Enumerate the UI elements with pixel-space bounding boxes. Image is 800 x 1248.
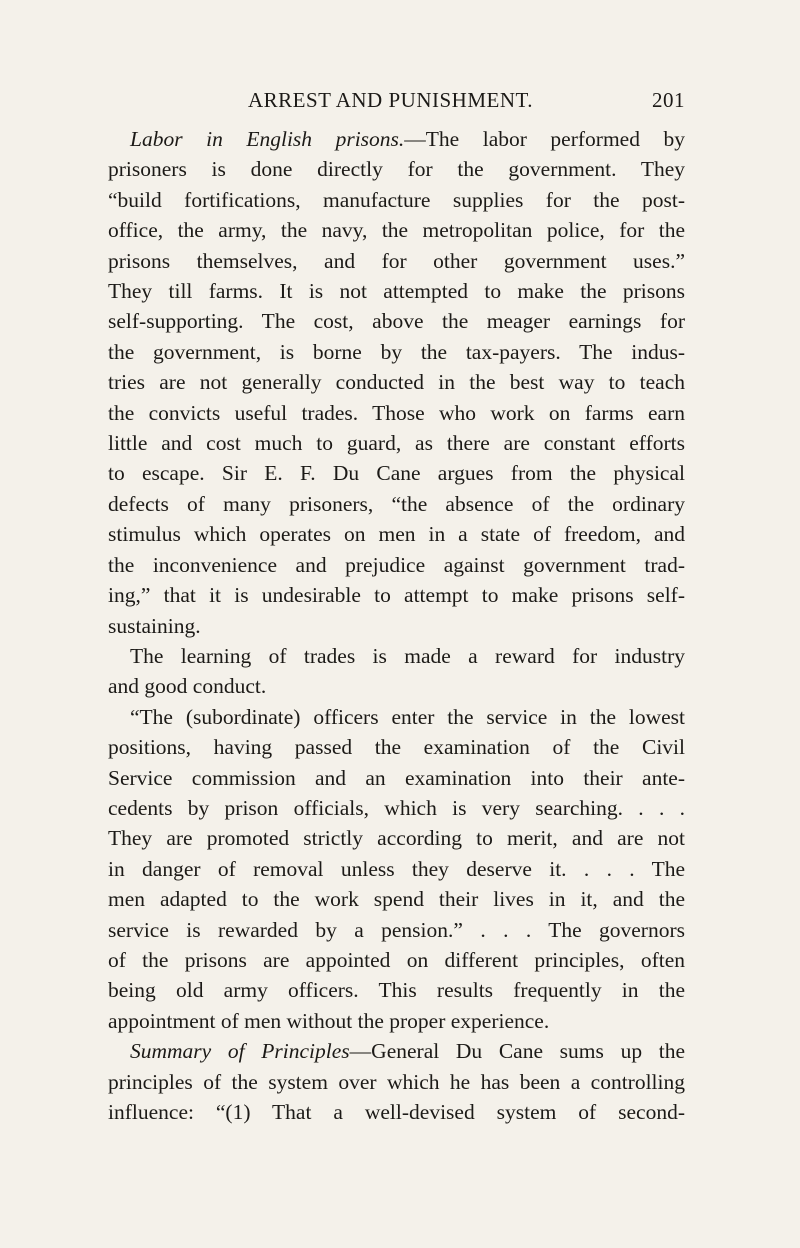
- text-line: Summary of Principles—General Du Cane sums up the: [130, 1039, 686, 1064]
- body-text: [108, 124, 685, 1127]
- text-line: men adapted to the work spend their lives in it, and the: [108, 887, 685, 912]
- text-line: positions, having passed the examination of the Civil: [108, 735, 685, 760]
- text-line: The learning of trades is made a reward for industry: [130, 643, 685, 668]
- running-head-title: ARREST AND PUNISHMENT.: [248, 88, 534, 112]
- text-line: the convicts useful trades. Those who work on farms earn: [108, 400, 685, 425]
- text-line: “build fortifications, manufacture supplies for the post-: [108, 187, 685, 212]
- running-header: [108, 88, 685, 118]
- text-line: being old army officers. This results frequently in the: [108, 978, 685, 1003]
- text-line: tries are not generally conducted in the best way to teach: [108, 370, 685, 395]
- paragraph-summary-of-principles: [108, 1036, 685, 1127]
- text-line: to escape. Sir E. F. Du Cane argues from the physical: [108, 461, 685, 486]
- text-line: stimulus which operates on men in a state of freedom, and: [108, 522, 685, 547]
- paragraph-lead: Labor in English prisons.: [130, 127, 405, 151]
- text-line: cedents by prison officials, which is very searching. . . .: [108, 795, 685, 820]
- text-line: defects of many prisoners, “the absence of the ordinary: [108, 491, 685, 516]
- text-line: prisons themselves, and for other government uses.”: [108, 248, 685, 273]
- text-line: appointment of men without the proper experience.: [108, 1008, 550, 1033]
- text-line: influence: “(1) That a well-devised system of second-: [108, 1100, 685, 1124]
- text-line: office, the army, the navy, the metropolitan police, for the: [108, 218, 685, 243]
- paragraph-subordinate-officers: [108, 702, 685, 1036]
- text-line: service is rewarded by a pension.” . . . The governors: [108, 917, 685, 942]
- paragraph-learning-of-trades: [108, 641, 685, 702]
- text-line: and good conduct.: [108, 674, 267, 699]
- text-line: in danger of removal unless they deserve it. . . . The: [108, 856, 685, 881]
- text-line: Labor in English prisons.—The labor performed by: [130, 127, 685, 151]
- text-line: the inconvenience and prejudice against government trad-: [108, 552, 685, 577]
- paragraph-lead: Summary of Principles: [130, 1039, 350, 1064]
- text-line: the government, is borne by the tax-payers. The indus-: [108, 339, 685, 364]
- text-line: They till farms. It is not attempted to make the prisons: [108, 279, 685, 304]
- text-line: They are promoted strictly according to merit, and are not: [108, 826, 685, 851]
- book-page: [108, 88, 685, 1127]
- text-line: Service commission and an examination into their ante-: [108, 765, 685, 790]
- text-line: “The (subordinate) officers enter the service in the lowest: [130, 704, 685, 729]
- text-line: principles of the system over which he has been a controlling: [108, 1069, 685, 1094]
- paragraph-labor-in-english-prisons: [108, 124, 685, 641]
- text-line: prisoners is done directly for the government. They: [108, 157, 685, 182]
- text-line: little and cost much to guard, as there are constant efforts: [108, 431, 685, 456]
- text-line: ing,” that it is undesirable to attempt to make prisons self-: [108, 583, 685, 608]
- text-line: of the prisons are appointed on different principles, often: [108, 947, 685, 972]
- page-number: 201: [652, 88, 685, 112]
- text-line: self-supporting. The cost, above the meager earnings for: [108, 309, 685, 334]
- text-line: sustaining.: [108, 613, 201, 638]
